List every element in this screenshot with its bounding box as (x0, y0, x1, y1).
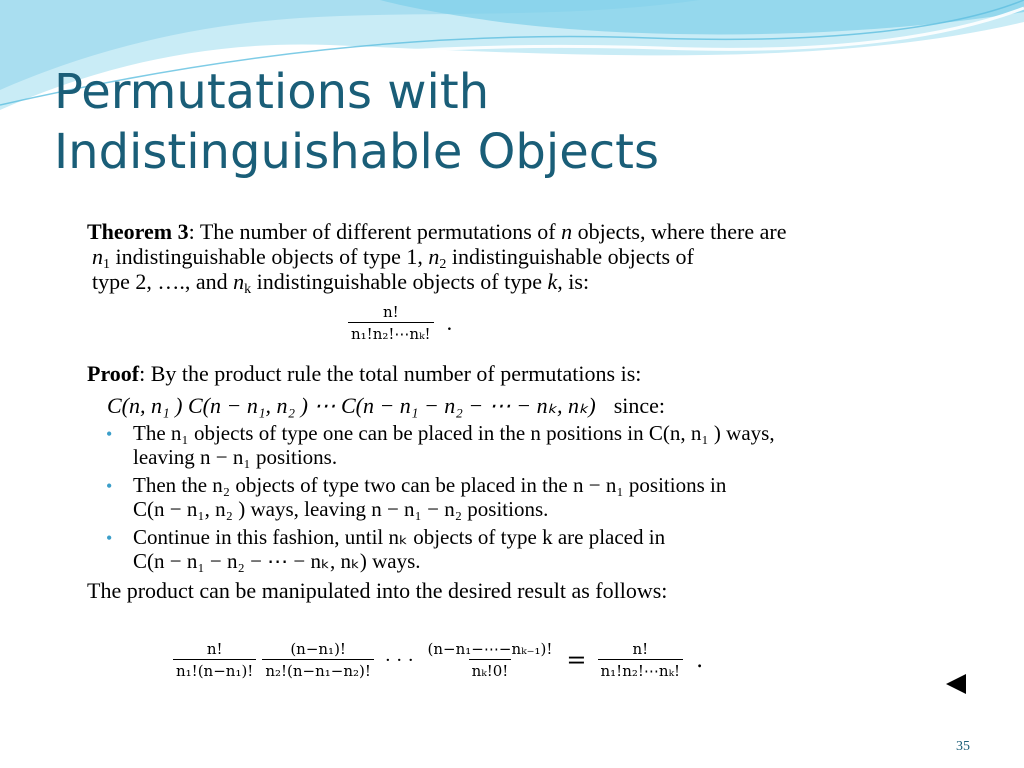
bullet-2-line-2: C(n − n₁, n₂ ) ways, leaving n − n₁ − n₂ positions. (133, 497, 549, 521)
bullet-icon: • (106, 476, 113, 496)
page-number: 35 (956, 739, 970, 754)
theorem-text: objects, where there are (572, 219, 787, 244)
theorem-line-3 (92, 269, 589, 298)
bullet-icon: • (106, 528, 113, 548)
theorem-var: k (547, 269, 558, 294)
equation-fraction-1 (173, 640, 256, 680)
equation-period: . (696, 647, 704, 673)
bullet-2-line-1: Then the n₂ objects of type two can be placed in the n − n₁ positions in (133, 473, 727, 497)
bullet-3-line-1: Continue in this fashion, until nₖ objects of type k are placed in (133, 525, 666, 549)
theorem-text: indistinguishable objects of type 1, (110, 244, 429, 269)
formula-period: . (446, 310, 453, 335)
bullet-1-line-1: The n₁ objects of type one can be placed in the n positions in C(n, n₁ ) ways, (133, 421, 775, 445)
fraction-denominator: nₖ!0! (469, 659, 512, 680)
proof-intro-text: : By the product rule the total number of permutations is: (139, 361, 642, 386)
theorem-subscript: k (244, 282, 252, 297)
theorem-line-1 (87, 219, 787, 245)
fraction-denominator: n₁!n₂!⋯nₖ! (598, 659, 684, 680)
theorem-var: n (428, 244, 440, 269)
theorem-var: n (561, 219, 573, 244)
since-label: since: (613, 393, 666, 418)
product-expression: C(n, n₁ ) C(n − n₁, n₂ ) ⋯ C(n − n₁ − n₂ − ⋯ − nₖ, nₖ) (107, 393, 596, 418)
theorem-formula (345, 303, 452, 343)
theorem-subscript: 2 (439, 257, 447, 272)
proof-product (107, 393, 665, 419)
equation-dots: · · · (384, 649, 414, 671)
fraction-numerator: n! (206, 640, 223, 658)
bullet-3-line-2: C(n − n₁ − n₂ − ⋯ − nₖ, nₖ) ways. (133, 549, 421, 573)
theorem-text: : The number of different permutations of (188, 219, 562, 244)
theorem-label: Theorem 3 (87, 219, 189, 244)
fraction-numerator: (n−n₁)! (290, 640, 346, 658)
equals-sign: = (566, 646, 587, 674)
bullet-icon: • (106, 424, 113, 444)
proof-intro (87, 361, 641, 387)
theorem-text: , is: (557, 269, 590, 294)
fraction-numerator: n! (382, 303, 399, 321)
theorem-text: indistinguishable objects of (446, 244, 694, 269)
fraction-numerator: n! (632, 640, 649, 658)
title-line-1: Permutations with (54, 64, 490, 120)
proof-label: Proof (87, 361, 140, 386)
fraction-denominator: n₁!n₂!⋯nₖ! (348, 322, 434, 343)
theorem-fraction (348, 303, 434, 343)
equation-fraction-2 (262, 640, 374, 680)
theorem-var: n (233, 269, 245, 294)
proof-conclusion: The product can be manipulated into the desired result as follows: (87, 578, 668, 603)
bullet-1-line-2: leaving n − n₁ positions. (133, 445, 338, 469)
equation-fraction-4 (598, 640, 684, 680)
theorem-text: indistinguishable objects of type (251, 269, 548, 294)
equation-fraction-3 (425, 640, 556, 680)
theorem-var: n (92, 244, 103, 269)
fraction-denominator: n₁!(n−n₁)! (173, 659, 256, 680)
fraction-denominator: n₂!(n−n₁−n₂)! (262, 659, 374, 680)
fraction-numerator: (n−n₁−⋯−nₖ₋₁)! (427, 640, 553, 658)
theorem-subscript: 1 (103, 257, 110, 272)
back-arrow-icon[interactable] (944, 673, 968, 695)
final-equation (170, 640, 703, 680)
theorem-text: type 2, …., and (92, 269, 234, 294)
title-line-2: Indistinguishable Objects (54, 124, 659, 180)
